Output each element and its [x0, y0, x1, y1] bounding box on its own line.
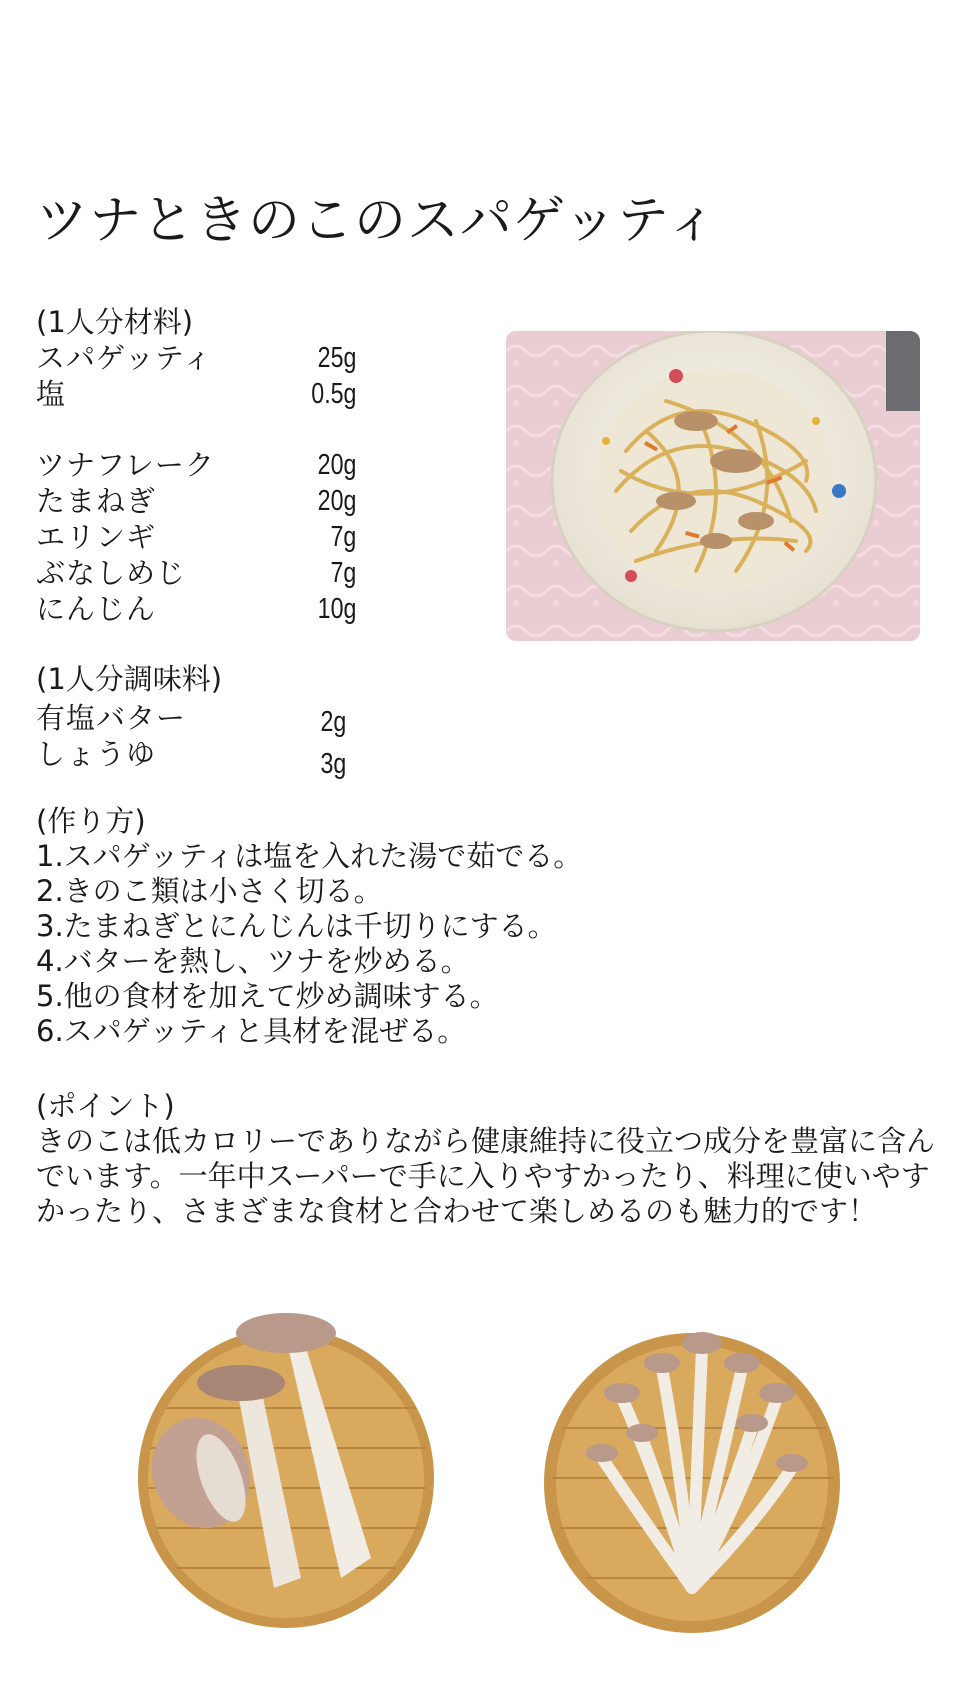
eringi-image [136, 1288, 446, 1648]
method-step: 3.たまねぎとにんじんは千切りにする。 [36, 909, 557, 943]
point-text: きのこは低カロリーでありながら健康維持に役立つ成分を豊富に含んでいます。一年中スーパーで手に入りやすかったり、料理に使いやすかったり、さまざまな食材と合わせて楽しめるのも魅力的です！ [36, 1124, 936, 1228]
ingredient-row [36, 376, 356, 412]
ingredients-label: (1人分材料) [36, 305, 194, 339]
ingredient-qty: 20g [317, 449, 356, 481]
seasoning-name: しょうゆ [36, 737, 157, 771]
point-label: (ポイント) [36, 1089, 175, 1123]
seasoning-qty: 3g [320, 748, 346, 780]
shimeji-photo [542, 1288, 852, 1648]
method-step: 2.きのこ類は小さく切る。 [36, 874, 383, 908]
ingredient-row [36, 591, 356, 627]
seasoning-qty: 2g [320, 706, 346, 738]
ingredient-row [36, 340, 356, 376]
ingredient-name: たまねぎ [36, 484, 157, 518]
ingredient-name: 塩 [36, 377, 67, 411]
method-step: 4.バターを熱し、ツナを炒める。 [36, 944, 470, 978]
method-step: 6.スパゲッティと具材を混ぜる。 [36, 1014, 467, 1048]
ingredient-row [36, 483, 356, 519]
ingredient-name: ツナフレーク [36, 448, 215, 482]
method-label: (作り方) [36, 804, 146, 838]
ingredient-row [36, 555, 356, 591]
seasonings-label: (1人分調味料) [36, 662, 223, 696]
dish-photo [506, 331, 920, 641]
ingredient-qty: 7g [330, 557, 356, 589]
ingredient-name: ぶなしめじ [36, 556, 187, 590]
ingredient-row [36, 519, 356, 555]
ingredient-name: エリンギ [36, 520, 157, 554]
spaghetti-dish-image [506, 331, 920, 641]
method-step: 5.他の食材を加えて炒め調味する。 [36, 979, 499, 1013]
seasoning-row [36, 736, 346, 780]
eringi-photo [136, 1288, 446, 1648]
shimeji-image [542, 1288, 852, 1648]
ingredient-qty: 0.5g [310, 378, 356, 410]
recipe-title: ツナときのこのスパゲッティ [36, 190, 719, 251]
ingredient-qty: 7g [330, 521, 356, 553]
seasoning-name: 有塩バター [36, 701, 187, 735]
ingredient-name: スパゲッティ [36, 341, 213, 375]
ingredient-qty: 20g [317, 485, 356, 517]
method-step: 1.スパゲッティは塩を入れた湯で茹でる。 [36, 839, 583, 873]
ingredient-name: にんじん [36, 592, 157, 626]
seasoning-row [36, 700, 346, 736]
ingredient-qty: 10g [317, 593, 356, 625]
ingredient-qty: 25g [317, 342, 356, 374]
ingredient-row [36, 447, 356, 483]
